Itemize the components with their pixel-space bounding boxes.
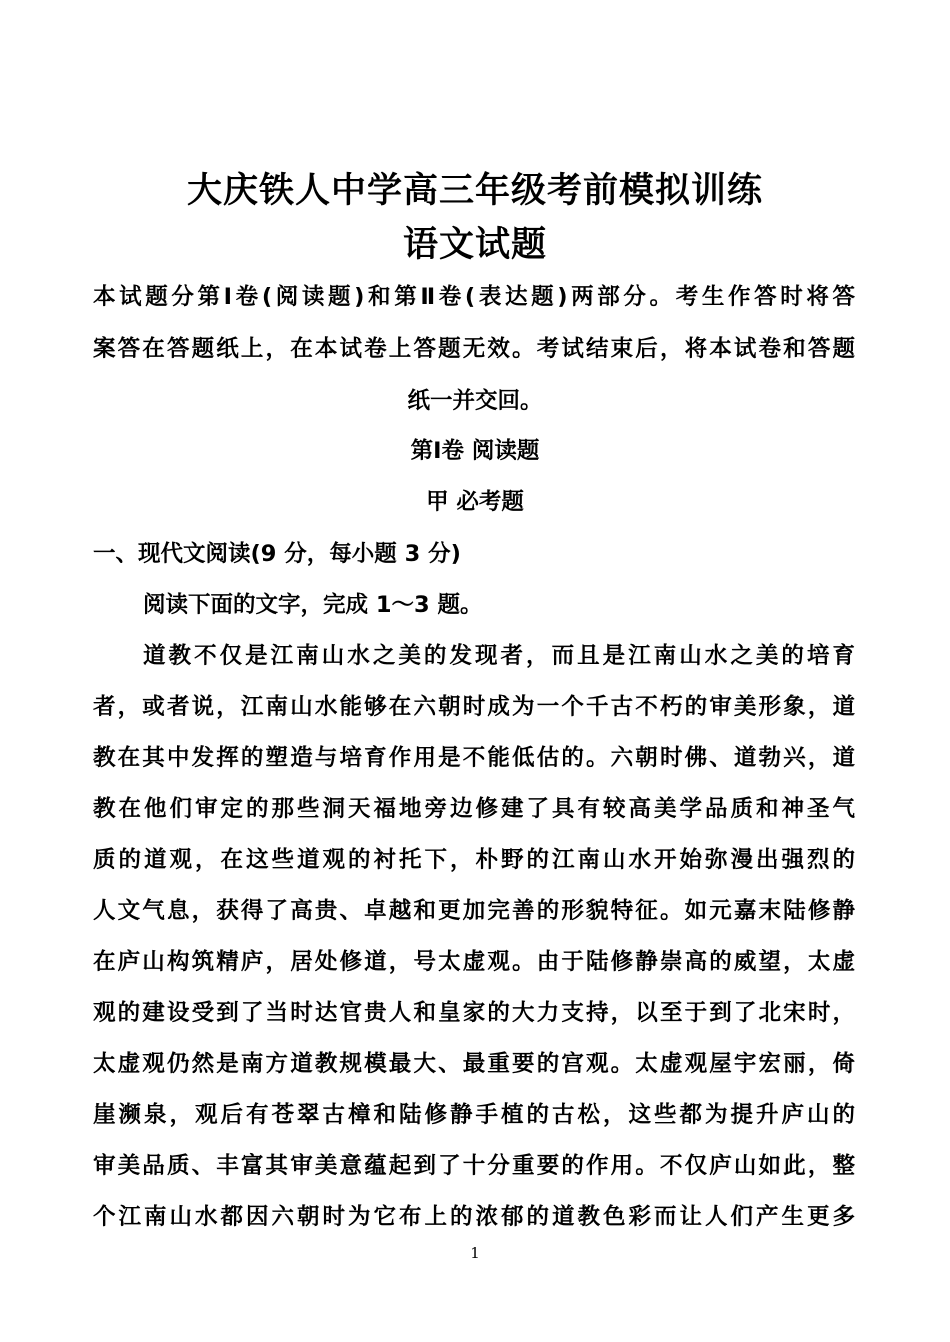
instruction-line: 案答在答题纸上，在本试卷上答题无效。考试结束后，将本试卷和答题 [93,336,855,362]
passage-line: 教在他们审定的那些洞天福地旁边修建了具有较高美学品质和神圣气 [93,796,855,822]
page-number: 1 [470,1244,480,1262]
passage-line: 质的道观，在这些道观的衬托下，朴野的江南山水开始弥漫出强烈的 [93,847,855,873]
instruction-line: 纸一并交回。 [407,388,543,414]
document-subtitle: 语文试题 [402,225,547,265]
passage-line: 教在其中发挥的塑造与培育作用是不能低估的。六朝时佛、道勃兴，道 [93,745,855,771]
passage-line: 者，或者说，江南山水能够在六朝时成为一个千古不朽的审美形象，道 [93,694,855,720]
task-line: 阅读下面的文字，完成 1～3 题。 [143,592,483,618]
part-heading: 甲 必考题 [426,489,524,515]
passage-line: 道教不仅是江南山水之美的发现者，而且是江南山水之美的培育 [143,643,855,669]
passage-line: 观的建设受到了当时达官贵人和皇家的大力支持，以至于到了北宋时， [93,1000,855,1026]
volume-heading: 第Ⅰ卷 阅读题 [410,438,540,464]
passage-line: 太虚观仍然是南方道教规模最大、最重要的宫观。太虚观屋宇宏丽，倚 [93,1051,855,1077]
instruction-line: 本试题分第Ⅰ卷(阅读题)和第Ⅱ卷(表达题)两部分。考生作答时将答 [93,284,855,310]
passage-line: 个江南山水都因六朝时为它布上的浓郁的道教色彩而让人们产生更多 [93,1204,855,1230]
passage-line: 审美品质、丰富其审美意蕴起到了十分重要的作用。不仅庐山如此，整 [93,1153,855,1179]
passage-line: 人文气息，获得了高贵、卓越和更加完善的形貌特征。如元嘉末陆修静 [93,898,855,924]
question-heading: 一、现代文阅读(9 分，每小题 3 分) [93,541,461,567]
document-title: 大庆铁人中学高三年级考前模拟训练 [186,171,763,211]
passage-line: 在庐山构筑精庐，居处修道，号太虚观。由于陆修静崇高的威望，太虚 [93,949,855,975]
passage-line: 崖濒泉，观后有苍翠古樟和陆修静手植的古松，这些都为提升庐山的 [93,1102,855,1128]
